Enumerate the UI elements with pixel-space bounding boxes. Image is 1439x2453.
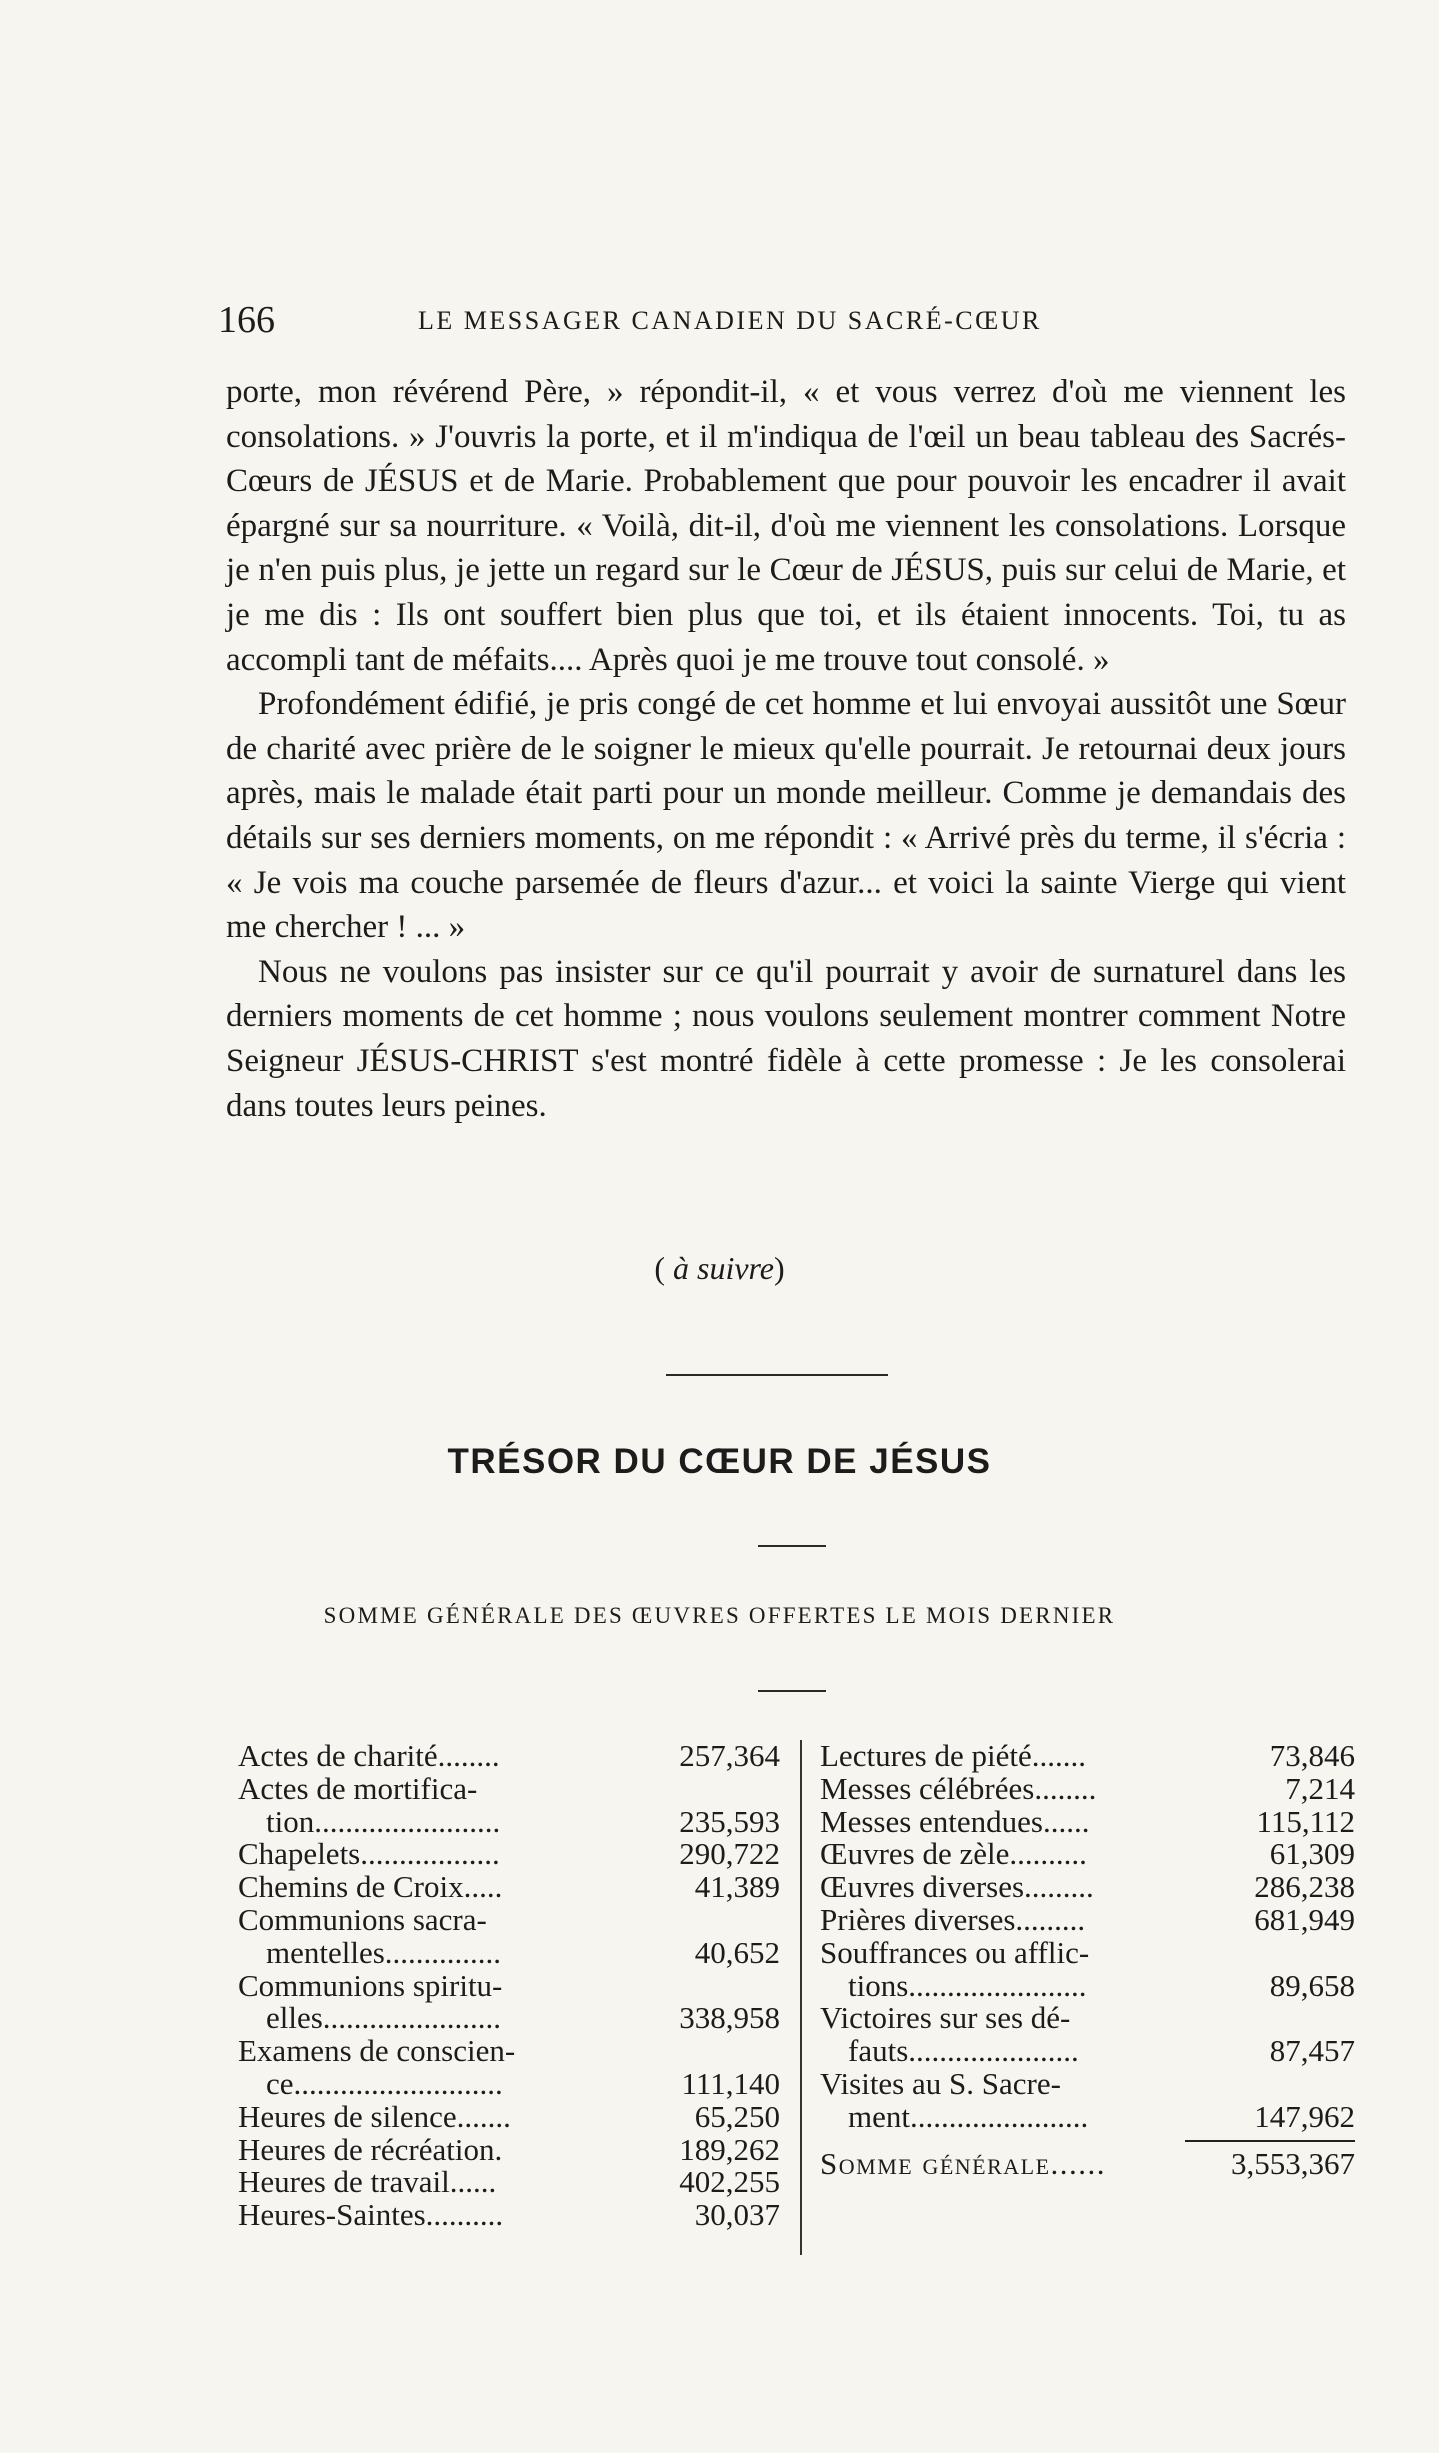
- table-row: [238, 2199, 780, 2232]
- title-rule: [758, 1545, 826, 1547]
- work-label: Lectures de piété.......: [820, 1738, 1086, 1773]
- work-count: 402,255: [679, 2164, 780, 2200]
- work-label: Actes de charité........: [238, 1738, 500, 1773]
- work-label: Communions spiritu-: [238, 1967, 503, 2003]
- work-count: 30,037: [694, 2197, 780, 2233]
- column-divider: [800, 1740, 802, 2255]
- work-count: 7,214: [1285, 1770, 1355, 1806]
- work-label-continued: ment.......................: [848, 2098, 1089, 2134]
- work-label: Chapelets..................: [238, 1836, 500, 1872]
- table-row: [820, 1871, 1355, 1904]
- table-row: [238, 2035, 780, 2101]
- work-count: 115,112: [1256, 1803, 1355, 1839]
- section-title: TRÉSOR DU CŒUR DE JÉSUS: [447, 1442, 992, 1481]
- to-follow-open: (: [654, 1250, 673, 1286]
- paragraph-3: Nous ne voulons pas insister sur ce qu'il pourrait y avoir de surnaturel dans les derniers moments de cet homme ; nous voulons seulement montrer comment Notre Seigneur JÉSUS-CHRIST s'est montré fidèle à cette promesse : Je les consolerai dans toutes leurs peines.: [226, 953, 1346, 1124]
- work-label: Souffrances ou afflic-: [820, 1934, 1090, 1970]
- work-label: Heures de travail......: [238, 2164, 497, 2200]
- table-row: [820, 1901, 1355, 1937]
- work-label: Examens de conscien-: [238, 2033, 516, 2069]
- work-label-continued: ce...........................: [266, 2065, 503, 2101]
- work-count: 286,238: [1254, 1869, 1355, 1905]
- work-label: Messes entendues......: [820, 1803, 1090, 1839]
- works-table-left-column: [238, 1740, 780, 2232]
- sum-rule: [1185, 2140, 1355, 2142]
- work-label: Chemins de Croix.....: [238, 1869, 503, 1905]
- works-table-right-column: [820, 1740, 1355, 2180]
- work-label: Messes célébrées........: [820, 1770, 1097, 1806]
- table-row: [238, 1871, 780, 1904]
- work-count: 681,949: [1254, 1901, 1355, 1937]
- work-label: Victoires sur ses dé-: [820, 2000, 1071, 2036]
- work-label-continued: tions.......................: [848, 1967, 1087, 2003]
- table-row: [820, 2002, 1355, 2068]
- work-label-continued: fauts......................: [848, 2033, 1079, 2069]
- work-count: 41,389: [694, 1869, 780, 1905]
- running-head: [218, 298, 1358, 348]
- work-count: 89,658: [1269, 1967, 1355, 2003]
- table-row: [238, 1967, 780, 2036]
- work-label: Heures de récréation.: [238, 2131, 503, 2167]
- work-count: 87,457: [1269, 2033, 1355, 2069]
- table-row: [238, 1740, 780, 1773]
- to-follow-close: ): [774, 1250, 785, 1286]
- total-row: [820, 2145, 1355, 2181]
- section-subtitle: SOMME GÉNÉRALE DES ŒUVRES OFFERTES LE MOIS DERNIER: [323, 1603, 1116, 1628]
- work-label: Actes de mortifica-: [238, 1770, 478, 1806]
- subtitle-rule: [758, 1690, 826, 1692]
- table-row: [238, 2131, 780, 2167]
- page-number: 166: [218, 299, 275, 341]
- article-body: [226, 370, 1346, 1128]
- work-label-continued: elles.......................: [266, 2000, 502, 2036]
- paragraph-1: porte, mon révérend Père, » répondit-il, « et vous verrez d'où me viennent les consolations. » J'ouvris la porte, et il m'indiqua de l'œil un beau tableau des Sacrés-Cœurs de JÉSUS et de Marie. Probablement que pour pouvoir les encadrer il avait épargné sur sa nourriture. « Voilà, dit-il, d'où me viennent les consolations. Lorsque je n'en puis plus, je jette un regard sur le Cœur de JÉSUS, puis sur celui de Marie, et je me dis : Ils ont souffert bien plus que toi, et ils étaient innocents. Toi, tu as accompli tant de méfaits.... Après quoi je me trouve tout consolé. »: [226, 374, 1346, 678]
- work-count: 338,958: [679, 2000, 780, 2036]
- to-be-continued: [0, 1250, 1439, 1287]
- journal-title: LE MESSAGER CANADIEN DU SACRÉ-CŒUR: [418, 306, 1042, 335]
- total-value: 3,553,367: [1231, 2145, 1355, 2181]
- table-row: [820, 1770, 1355, 1806]
- table-row: [238, 1770, 780, 1839]
- work-count: 290,722: [679, 1836, 780, 1872]
- work-label: Heures de silence.......: [238, 2098, 511, 2134]
- work-label-continued: mentelles...............: [266, 1934, 502, 1970]
- table-row: [820, 1838, 1355, 1871]
- work-count: 189,262: [679, 2131, 780, 2167]
- total-label: Somme générale......: [820, 2145, 1107, 2181]
- table-row: [820, 1934, 1355, 2003]
- table-row: [238, 1901, 780, 1970]
- work-count: 61,309: [1269, 1836, 1355, 1872]
- work-count: 73,846: [1269, 1738, 1355, 1773]
- table-row: [238, 2166, 780, 2199]
- work-count: 235,593: [679, 1803, 780, 1839]
- section-separator-rule: [666, 1374, 888, 1376]
- to-follow-text: à suivre: [672, 1250, 774, 1286]
- work-label: Œuvres de zèle..........: [820, 1836, 1087, 1872]
- work-count: 147,962: [1254, 2098, 1355, 2134]
- paragraph-2: Profondément édifié, je pris congé de cet homme et lui envoyai aussitôt une Sœur de charité avec prière de le soigner le mieux qu'elle pourrait. Je retournai deux jours après, mais le malade était parti pour un monde meilleur. Comme je demandais des détails sur ses derniers moments, on me répondit : « Arrivé près du terme, il s'écria : « Je vois ma couche parsemée de fleurs d'azur... et voici la sainte Vierge qui vient me chercher ! ... »: [226, 686, 1346, 946]
- work-label: Visites au S. Sacre-: [820, 2065, 1061, 2101]
- work-count: 40,652: [694, 1934, 780, 1970]
- work-label: Communions sacra-: [238, 1901, 487, 1937]
- table-row: [238, 2098, 780, 2134]
- table-row: [820, 2065, 1355, 2134]
- work-count: 111,140: [681, 2065, 780, 2101]
- work-label: Heures-Saintes..........: [238, 2197, 504, 2233]
- work-count: 65,250: [694, 2098, 780, 2134]
- table-row: [238, 1838, 780, 1871]
- work-label: Œuvres diverses.........: [820, 1869, 1094, 1905]
- work-label-continued: tion........................: [266, 1803, 501, 1839]
- table-row: [820, 1740, 1355, 1773]
- table-row: [820, 1803, 1355, 1839]
- work-count: 257,364: [679, 1738, 780, 1773]
- work-label: Prières diverses.........: [820, 1901, 1086, 1937]
